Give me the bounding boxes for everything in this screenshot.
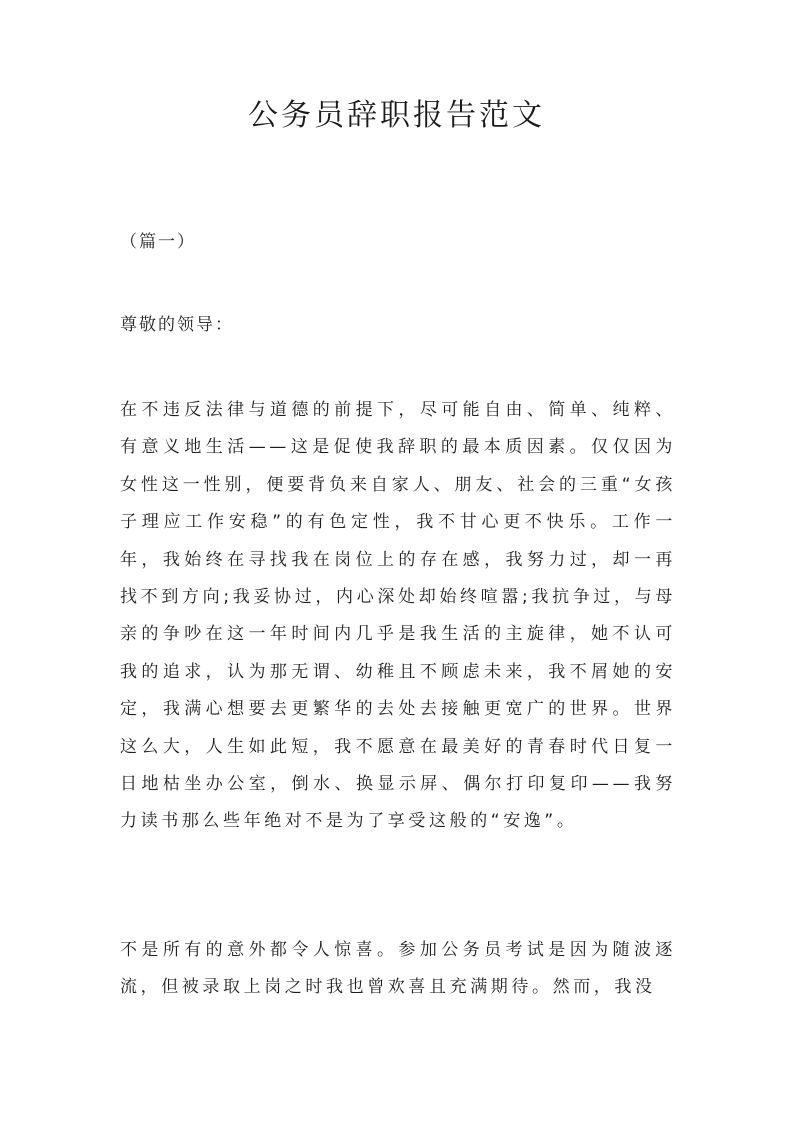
document-title: 公务员辞职报告范文 [248, 98, 545, 133]
salutation: 尊敬的领导： [120, 315, 234, 335]
body-paragraph: 不是所有的意外都令人惊喜。参加公务员考试是因为随波逐流，但被录取上岗之时我也曾欢喜且充满期待。然而，我没 [120, 940, 676, 998]
body-paragraph: 在不违反法律与道德的前提下，尽可能自由、简单、纯粹、有意义地生活——这是促使我辞职的最本质因素。仅仅因为女性这一性别，便要背负来自家人、朋友、社会的三重“女孩子理应工作安稳”的有色定性，我不甘心更不快乐。工作一年，我始终在寻找我在岗位上的存在感，我努力过，却一再找不到方向;我妥协过，内心深处却始终喧嚣;我抗争过，与母亲的争吵在这一年时间内几乎是我生活的主旋律，她不认可我的追求，认为那无谓、幼稚且不顾虑未来，我不屑她的安定，我满心想要去更繁华的去处去接触更宽广的世界。世界这么大，人生如此短，我不愿意在最美好的青春时代日复一日地枯坐办公室，倒水、换显示屏、偶尔打印复印——我努力读书那么些年绝对不是为了享受这般的“安逸”。 [120, 400, 676, 832]
section-label: （篇一） [120, 232, 196, 252]
